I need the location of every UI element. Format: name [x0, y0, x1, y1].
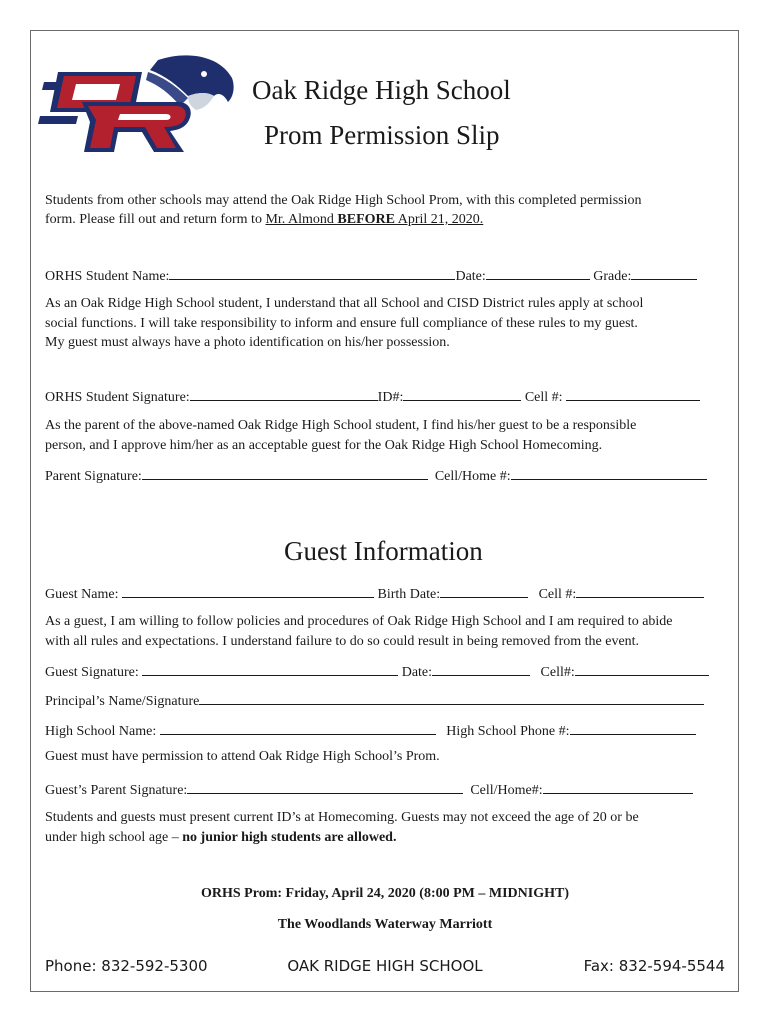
parent-signature-label: Parent Signature:: [45, 469, 142, 484]
parent-signature-row: [45, 465, 707, 485]
student-cell-label: Cell #:: [524, 390, 563, 405]
school-name-title: Oak Ridge High School: [252, 75, 511, 105]
guest-statement: As a guest, I am willing to follow policies and procedures of Oak Ridge High School and I am required to abide with all rules and expectations. I understand failure to do so could result in being removed from the event.: [45, 614, 673, 649]
parent-signature-field[interactable]: [142, 465, 428, 480]
guest-parent-phone-field[interactable]: [543, 779, 693, 794]
principal-row: [45, 690, 704, 710]
event-date-line: ORHS Prom: Friday, April 24, 2020 (8:00 PM – MIDNIGHT): [201, 886, 569, 901]
intro-line-1: Students from other schools may attend the Oak Ridge High School Prom, with this completed permission: [45, 193, 642, 208]
student-signature-field[interactable]: [190, 386, 378, 401]
guest-date-field[interactable]: [432, 661, 530, 676]
hs-name-field[interactable]: [160, 720, 436, 735]
grade-label: Grade:: [593, 269, 632, 284]
guest-signature-field[interactable]: [142, 661, 398, 676]
footer-fax: Fax: 832-594-5544: [583, 957, 725, 975]
guest-parent-label: Guest’s Parent Signature:: [45, 783, 188, 798]
id-label: ID#:: [377, 390, 404, 405]
guest-signature-row: [45, 661, 709, 681]
guest-name-field[interactable]: [122, 583, 374, 598]
guest-cell2-label: Cell#:: [540, 665, 575, 680]
grade-field[interactable]: [631, 265, 697, 280]
eagle-or-logo-icon: [38, 52, 236, 156]
student-cell-field[interactable]: [566, 386, 700, 401]
student-name-row: [45, 265, 697, 285]
student-signature-label: ORHS Student Signature:: [45, 390, 190, 405]
parent-phone-field[interactable]: [511, 465, 707, 480]
intro-line-2: form. Please fill out and return form to Mr. Almond BEFORE April 21, 2020.: [45, 212, 484, 227]
student-name-field[interactable]: [169, 265, 455, 280]
guest-cell-field[interactable]: [576, 583, 704, 598]
event-venue-line: The Woodlands Waterway Marriott: [277, 917, 493, 932]
form-title: Prom Permission Slip: [264, 120, 500, 150]
guest-parent-phone-label: Cell/Home#:: [470, 783, 543, 798]
page-border: [30, 30, 739, 992]
principal-label: Principal’s Name/Signature: [45, 694, 200, 709]
birth-date-label: Birth Date:: [377, 587, 441, 602]
guest-cell-label: Cell #:: [538, 587, 577, 602]
guest-name-label: Guest Name:: [45, 587, 119, 602]
guest-parent-signature-field[interactable]: [187, 779, 463, 794]
date-field[interactable]: [486, 265, 590, 280]
hs-name-label: High School Name:: [45, 724, 157, 739]
contact-name: Mr. Almond: [265, 212, 338, 227]
guest-date-label: Date:: [401, 665, 433, 680]
guest-information-heading: Guest Information: [284, 536, 483, 566]
high-school-row: [45, 720, 696, 740]
footer-phone: Phone: 832-592-5300: [45, 957, 208, 975]
permission-note: Guest must have permission to attend Oak Ridge High School’s Prom.: [45, 749, 440, 764]
guest-name-row: [45, 583, 704, 603]
student-name-label: ORHS Student Name:: [45, 269, 170, 284]
id-field[interactable]: [403, 386, 521, 401]
principal-field[interactable]: [199, 690, 704, 705]
guest-signature-label: Guest Signature:: [45, 665, 139, 680]
guest-parent-row: [45, 779, 693, 799]
no-junior-high-note: no junior high students are allowed.: [182, 829, 397, 845]
footer-school: OAK RIDGE HIGH SCHOOL: [287, 957, 483, 975]
parent-phone-label: Cell/Home #:: [434, 469, 511, 484]
id-note: Students and guests must present current ID’s at Homecoming. Guests may not exceed the age of 20 or be under high school age – no junior high students are allowed.: [45, 810, 639, 845]
student-signature-row: [45, 386, 700, 406]
birth-date-field[interactable]: [440, 583, 528, 598]
hs-phone-field[interactable]: [570, 720, 696, 735]
parent-statement: As the parent of the above-named Oak Ridge High School student, I find his/her guest to be a responsible person, and I approve him/her as an acceptable guest for the Oak Ridge High School Homecoming.: [45, 418, 637, 453]
guest-cell2-field[interactable]: [575, 661, 709, 676]
student-statement: As an Oak Ridge High School student, I understand that all School and CISD District rules apply at school social functions. I will take responsibility to inform and ensure full compliance of these rules to my guest. My guest must always have a photo identification on his/her possession.: [45, 296, 644, 350]
date-label: Date:: [455, 269, 486, 284]
hs-phone-label: High School Phone #:: [446, 724, 570, 739]
